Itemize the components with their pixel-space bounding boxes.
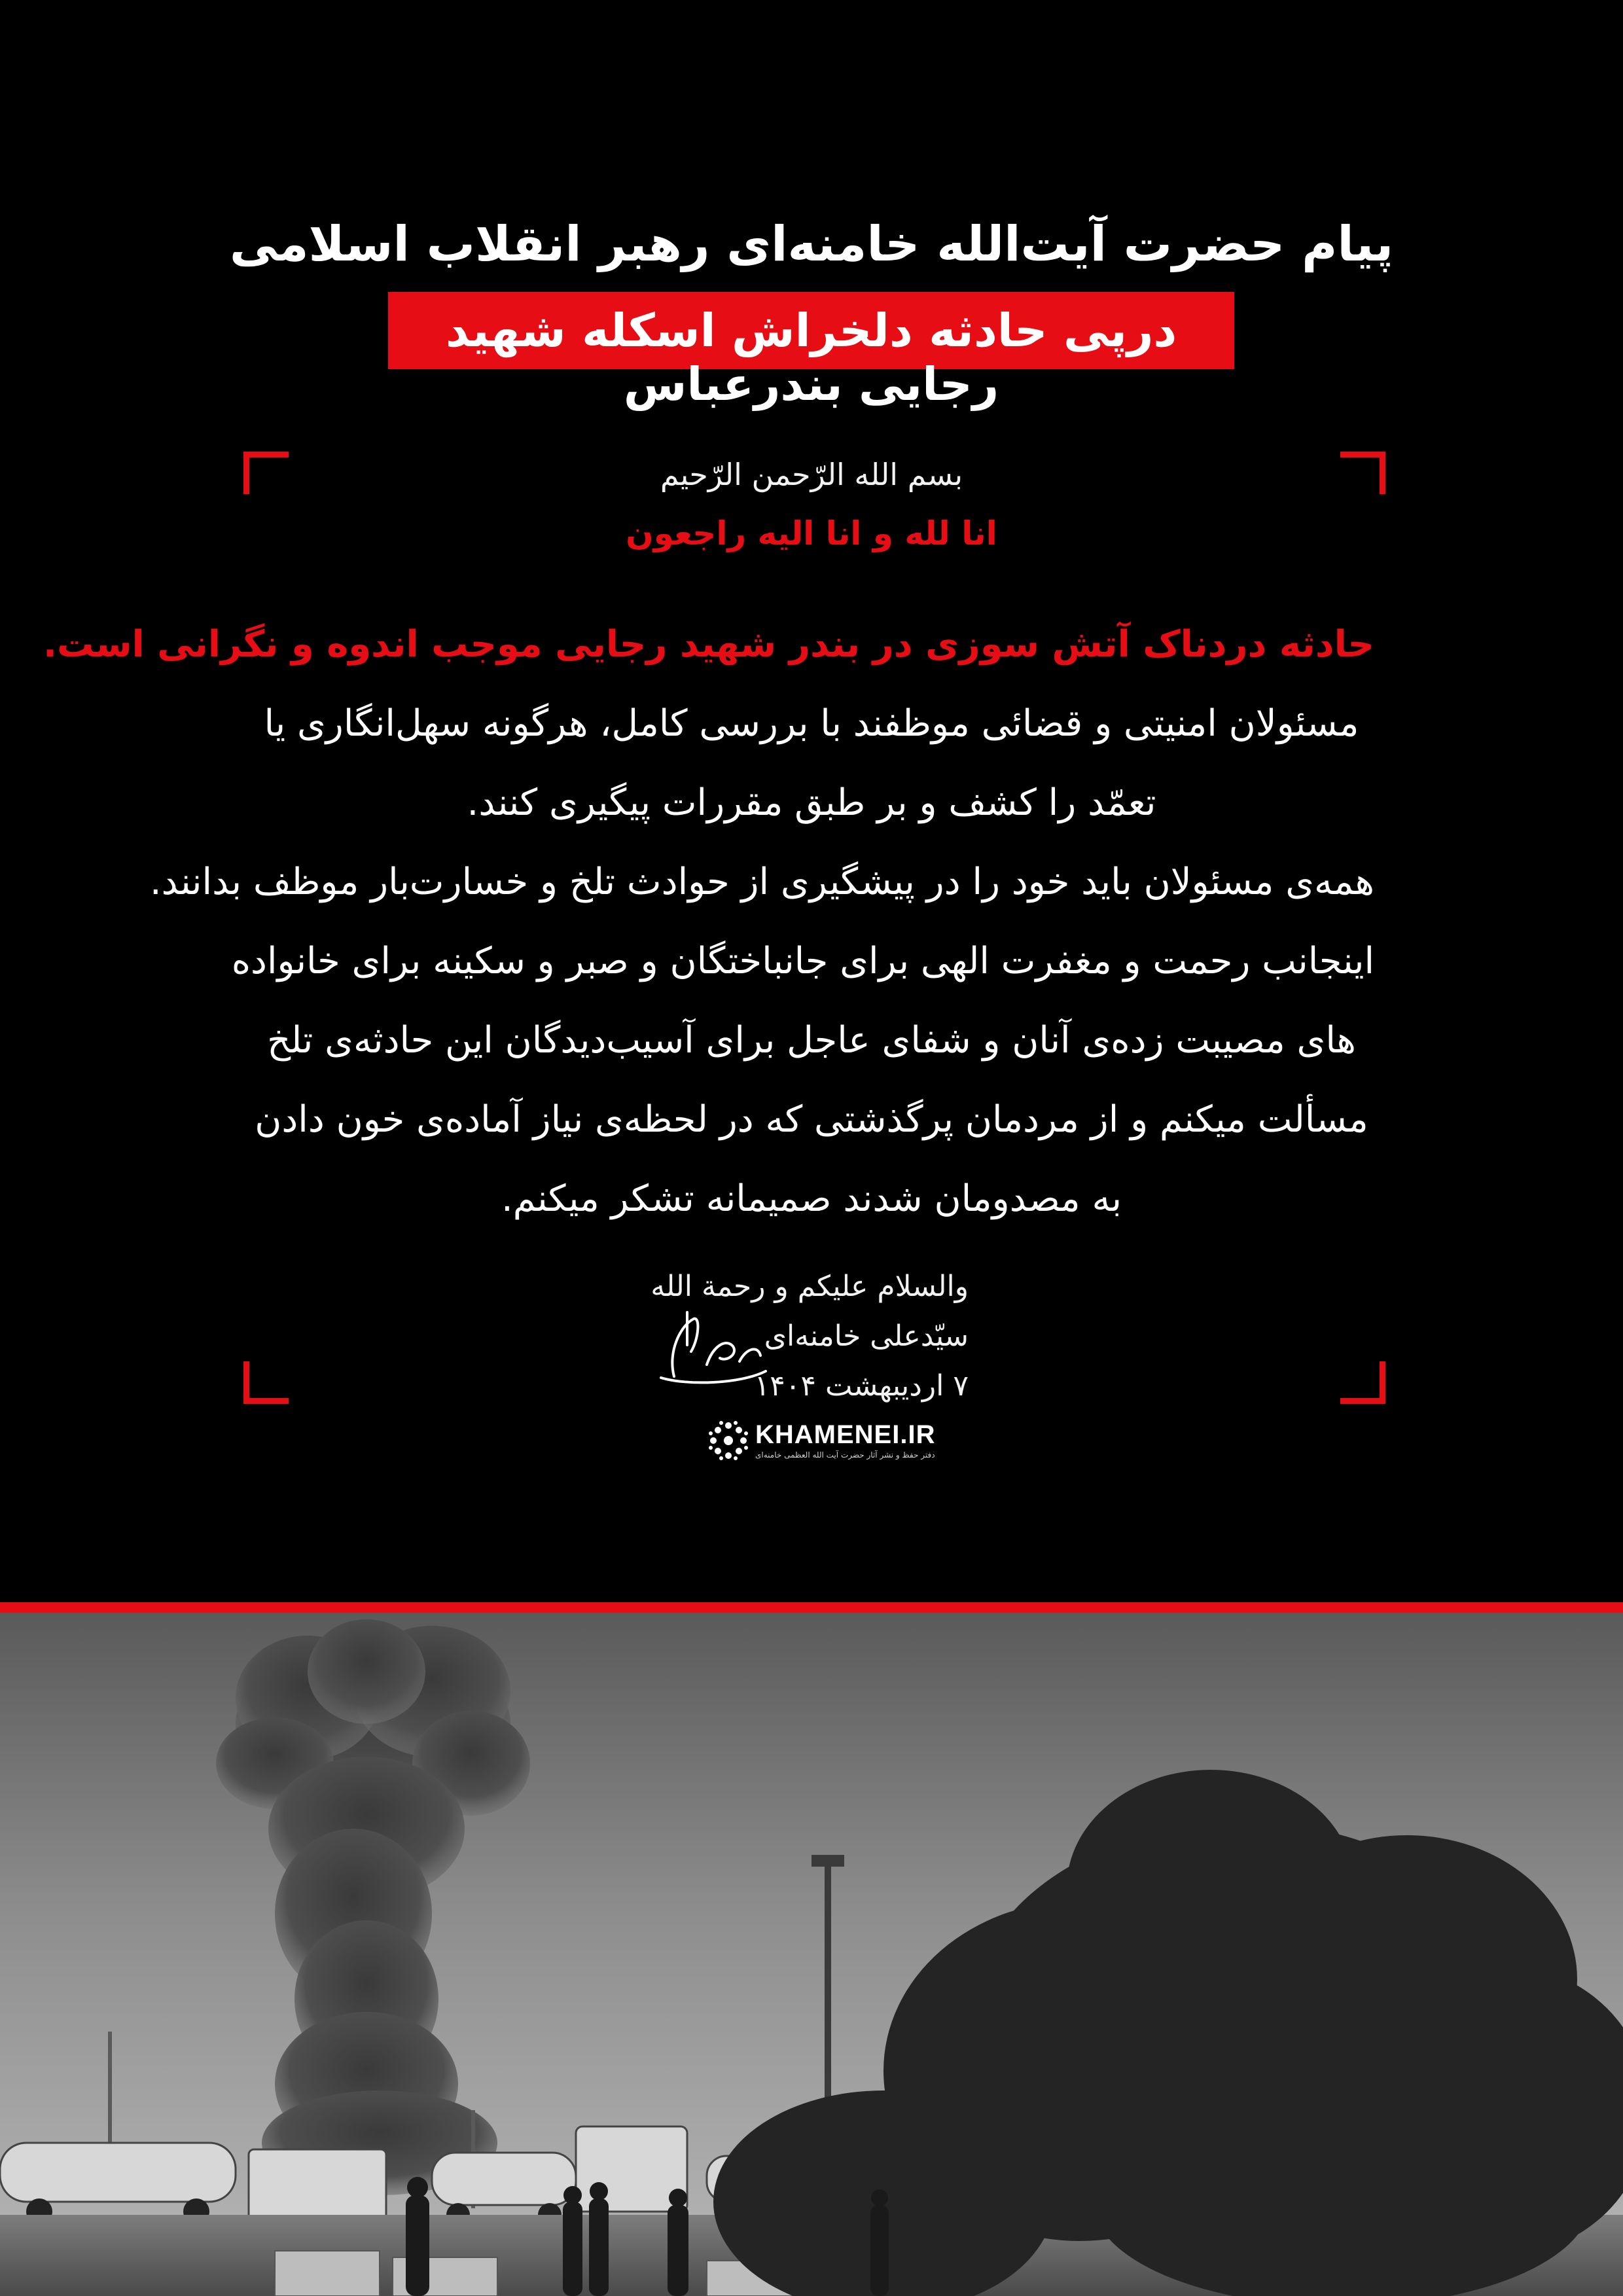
explosion-photo — [0, 1613, 1623, 2296]
message-line: تعمّد را کشف و بر طبق مقررات پیگیری کنند. — [467, 781, 1156, 824]
basmala: بسم الله الرّحمن الرّحیم — [660, 457, 963, 492]
message-body — [43, 605, 1374, 1238]
message-line: های مصیبت زده‌ی آنان و شفای عاجل برای آسیب‌دیدگان این حادثه‌ی تلخ — [267, 1019, 1356, 1062]
corner-bracket-bottom-right — [1340, 1361, 1385, 1404]
logo-text: KHAMENEI.IR — [755, 1420, 936, 1449]
khamenei-ir-logo — [707, 1419, 936, 1465]
red-separator — [0, 1602, 1623, 1613]
message-lead: حادثه دردناک آتش سوزی در بندر شهید رجایی موجب اندوه و نگرانی است. — [43, 623, 1374, 666]
header-subtitle: درپی حادثه دلخراش اسکله شهید رجایی بندرعباس — [445, 304, 1177, 411]
corner-bracket-bottom-left — [243, 1361, 289, 1404]
closing-date: ۷ اردیبهشت ۱۴۰۴ — [754, 1369, 969, 1403]
message-line: مسألت میکنم و از مردمان پرگذشتی که در لحظه‌ی نیاز آماده‌ی خون دادن — [255, 1098, 1368, 1141]
handwritten-signature — [648, 1299, 779, 1397]
message-line: اینجانب رحمت و مغفرت الهی برای جانباختگان و صبر و سکینه برای خانواده — [231, 940, 1374, 982]
explosion-photo-graphic — [0, 1613, 1623, 2296]
message-line: به مصدومان شدند صمیمانه تشکر میکنم. — [501, 1177, 1122, 1220]
header-title: پیام حضرت آیت‌الله خامنه‌ای رهبر انقلاب اسلامی — [229, 216, 1394, 272]
closing-salutation: والسلام علیکم و رحمة الله — [651, 1270, 969, 1303]
logo-mark-icon — [707, 1419, 750, 1462]
closing-name: سیّدعلی خامنه‌ای — [764, 1319, 969, 1353]
istirja: انا لله و انا الیه راجعون — [626, 514, 997, 552]
message-line: همه‌ی مسئولان باید خود را در پیشگیری از حوادث تلخ و خسارت‌بار موظف بدانند. — [149, 861, 1374, 903]
message-line: مسئولان امنیتی و قضائی موظفند با بررسی کامل، هرگونه سهل‌انگاری یا — [264, 702, 1359, 745]
logo-subtext: دفتر حفظ و نشر آثار حضرت آیت الله العظمی خامنه‌ای — [755, 1450, 935, 1460]
